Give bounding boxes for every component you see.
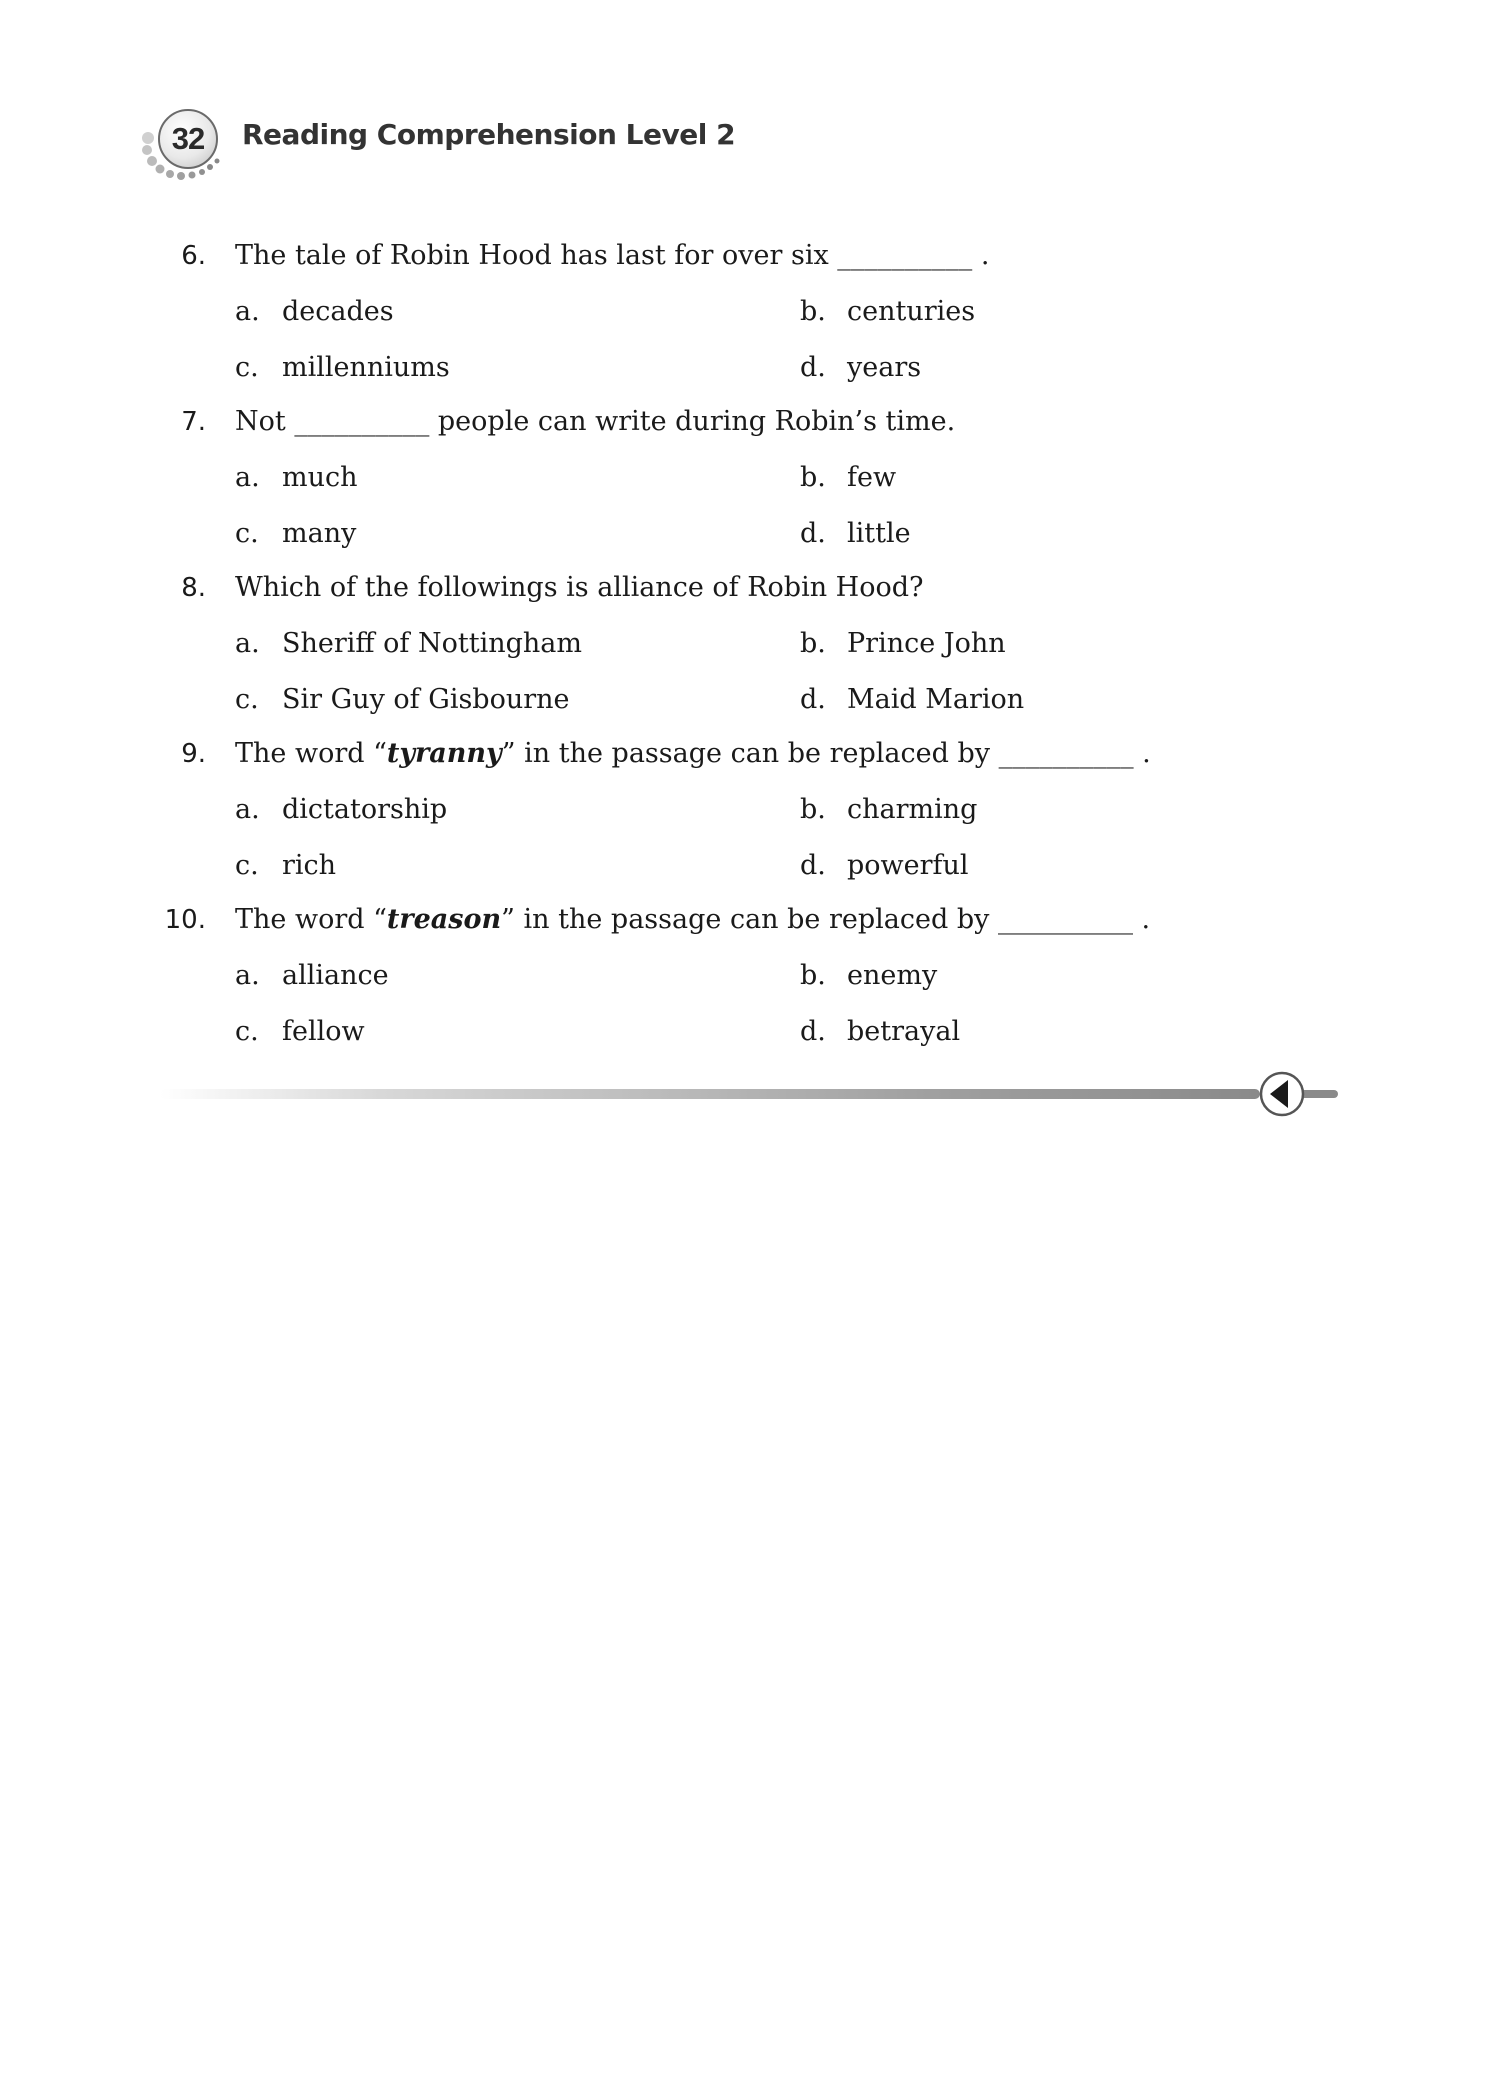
option-text: Sir Guy of Gisbourne	[282, 684, 570, 715]
option-letter: a.	[235, 628, 260, 659]
option-text: fellow	[282, 1016, 365, 1047]
option-text: years	[847, 352, 922, 383]
question-6	[0, 239, 1504, 407]
question-text	[235, 405, 955, 439]
question-8	[0, 571, 1504, 739]
option-letter: a.	[235, 960, 260, 991]
question-text	[235, 239, 989, 273]
option-text: millenniums	[282, 352, 450, 383]
option-letter: a.	[235, 296, 260, 327]
option-letter: b.	[800, 296, 826, 327]
book-title: Reading Comprehension Level 2	[242, 118, 736, 151]
option-letter: d.	[800, 352, 826, 383]
option-text: alliance	[282, 960, 389, 991]
option-text: rich	[282, 850, 337, 881]
question-text	[235, 737, 1151, 771]
question-number: 8.	[181, 573, 206, 603]
option-letter: b.	[800, 794, 826, 825]
option-letter: a.	[235, 462, 260, 493]
question-text	[235, 903, 1150, 937]
question-number: 9.	[181, 739, 206, 769]
option-text: much	[282, 462, 358, 493]
question-text-part: The tale of Robin Hood has last for over six __________ .	[235, 240, 990, 271]
option-letter: d.	[800, 850, 826, 881]
question-number: 7.	[181, 407, 206, 437]
question-number: 10.	[164, 905, 206, 935]
question-text-part: ” in the passage can be replaced by __________ .	[501, 738, 1151, 769]
option-text: powerful	[847, 850, 969, 881]
footer-divider	[160, 1089, 1260, 1099]
question-7	[0, 405, 1504, 573]
option-text: charming	[847, 794, 978, 825]
option-text: dictatorship	[282, 794, 448, 825]
question-text-part: Which of the followings is alliance of Robin Hood?	[235, 572, 924, 603]
question-text	[235, 571, 924, 605]
option-letter: a.	[235, 794, 260, 825]
option-text: few	[847, 462, 897, 493]
option-text: Prince John	[847, 628, 1006, 659]
option-letter: d.	[800, 518, 826, 549]
page-number-badge: 32	[158, 109, 218, 169]
option-text: centuries	[847, 296, 976, 327]
option-text: decades	[282, 296, 394, 327]
emphasized-word: tyranny	[386, 738, 502, 769]
option-letter: b.	[800, 462, 826, 493]
option-text: little	[847, 518, 911, 549]
emphasized-word: treason	[386, 904, 502, 935]
option-letter: d.	[800, 1016, 826, 1047]
option-text: betrayal	[847, 1016, 961, 1047]
option-letter: c.	[235, 684, 259, 715]
question-text-part: ” in the passage can be replaced by __________ .	[501, 904, 1151, 935]
question-text-part: The word “	[235, 904, 387, 935]
option-letter: c.	[235, 352, 259, 383]
option-letter: c.	[235, 850, 259, 881]
question-text-part: Not __________ people can write during Robin’s time.	[235, 406, 956, 437]
option-letter: d.	[800, 684, 826, 715]
option-letter: b.	[800, 960, 826, 991]
option-letter: c.	[235, 518, 259, 549]
option-text: many	[282, 518, 357, 549]
option-text: Maid Marion	[847, 684, 1025, 715]
option-text: enemy	[847, 960, 938, 991]
question-9	[0, 737, 1504, 905]
option-text: Sheriff of Nottingham	[282, 628, 582, 659]
left-arrow-icon[interactable]	[1258, 1070, 1306, 1118]
option-letter: c.	[235, 1016, 259, 1047]
page-header	[130, 100, 830, 190]
question-10	[0, 903, 1504, 1071]
option-letter: b.	[800, 628, 826, 659]
question-number: 6.	[181, 241, 206, 271]
question-text-part: The word “	[235, 738, 387, 769]
